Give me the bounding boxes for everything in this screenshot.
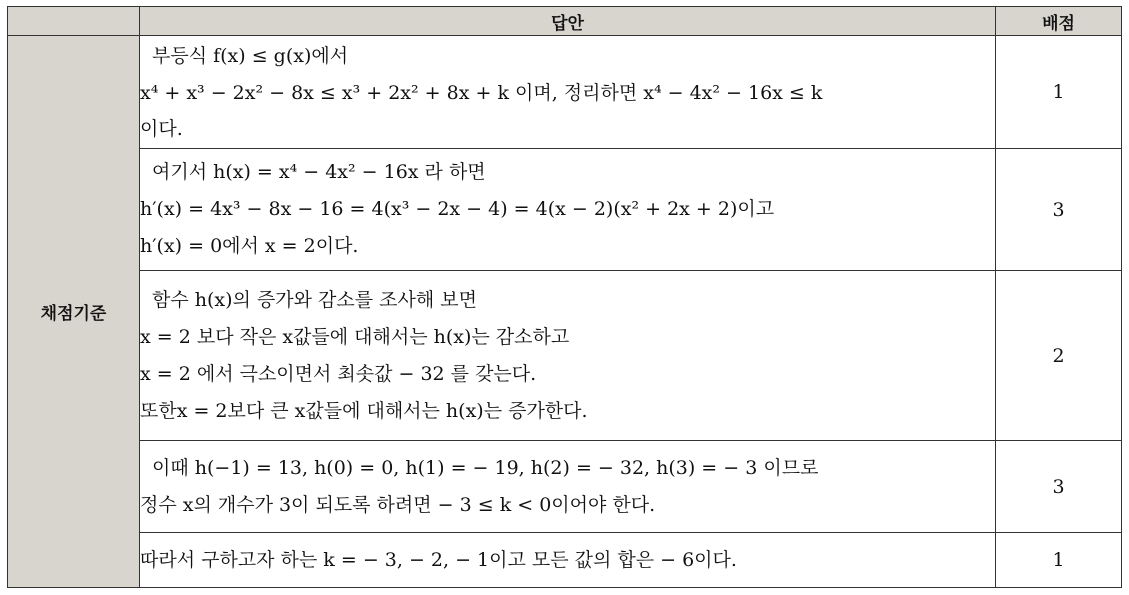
- answer-line: 이다.: [140, 118, 183, 140]
- answer-cell: [140, 271, 996, 441]
- score-cell: 3: [996, 441, 1122, 533]
- answer-cell: [140, 149, 996, 271]
- answer-line: x = 2 에서 극소이면서 최솟값 − 32 를 갖는다.: [140, 362, 537, 385]
- header-score: 배점: [996, 7, 1122, 36]
- answer-line: 여기서 h(x) = x⁴ − 4x² − 16x 라 하면: [152, 161, 486, 183]
- table-row: [8, 149, 1122, 271]
- header-answer: 답안: [140, 7, 996, 36]
- score-cell: 1: [996, 36, 1122, 149]
- side-label: 채점기준: [8, 36, 140, 588]
- answer-cell: [140, 441, 996, 533]
- answer-line: 또한x = 2보다 큰 x값들에 대해서는 h(x)는 증가한다.: [140, 399, 588, 422]
- answer-cell: [140, 533, 996, 588]
- answer-cell: [140, 36, 996, 149]
- answer-line: 부등식 f(x) ≤ g(x)에서: [152, 45, 349, 67]
- answer-line: 이때 h(−1) = 13, h(0) = 0, h(1) = − 19, h(2) = − 32, h(3) = − 3 이므로: [152, 456, 819, 479]
- header-side: [8, 7, 140, 36]
- table-row: [8, 36, 1122, 149]
- score-cell: 1: [996, 533, 1122, 588]
- table-row: [8, 533, 1122, 588]
- answer-line: 정수 x의 개수가 3이 되도록 하려면 − 3 ≤ k < 0이어야 한다.: [140, 493, 656, 516]
- answer-line: x⁴ + x³ − 2x² − 8x ≤ x³ + 2x² + 8x + k 이며, 정리하면 x⁴ − 4x² − 16x ≤ k: [140, 82, 823, 104]
- answer-line: 따라서 구하고자 하는 k = − 3, − 2, − 1이고 모든 값의 합은 − 6이다.: [140, 548, 737, 571]
- answer-line: x = 2 보다 작은 x값들에 대해서는 h(x)는 감소하고: [140, 325, 570, 348]
- answer-line: h′(x) = 0에서 x = 2이다.: [140, 235, 359, 257]
- table-row: [8, 441, 1122, 533]
- header-row: [8, 7, 1122, 36]
- answer-line: 함수 h(x)의 증가와 감소를 조사해 보면: [152, 288, 477, 311]
- answer-line: h′(x) = 4x³ − 8x − 16 = 4(x³ − 2x − 4) = 4(x − 2)(x² + 2x + 2)이고: [140, 198, 775, 220]
- table-row: [8, 271, 1122, 441]
- grading-table: [7, 6, 1122, 588]
- score-cell: 2: [996, 271, 1122, 441]
- score-cell: 3: [996, 149, 1122, 271]
